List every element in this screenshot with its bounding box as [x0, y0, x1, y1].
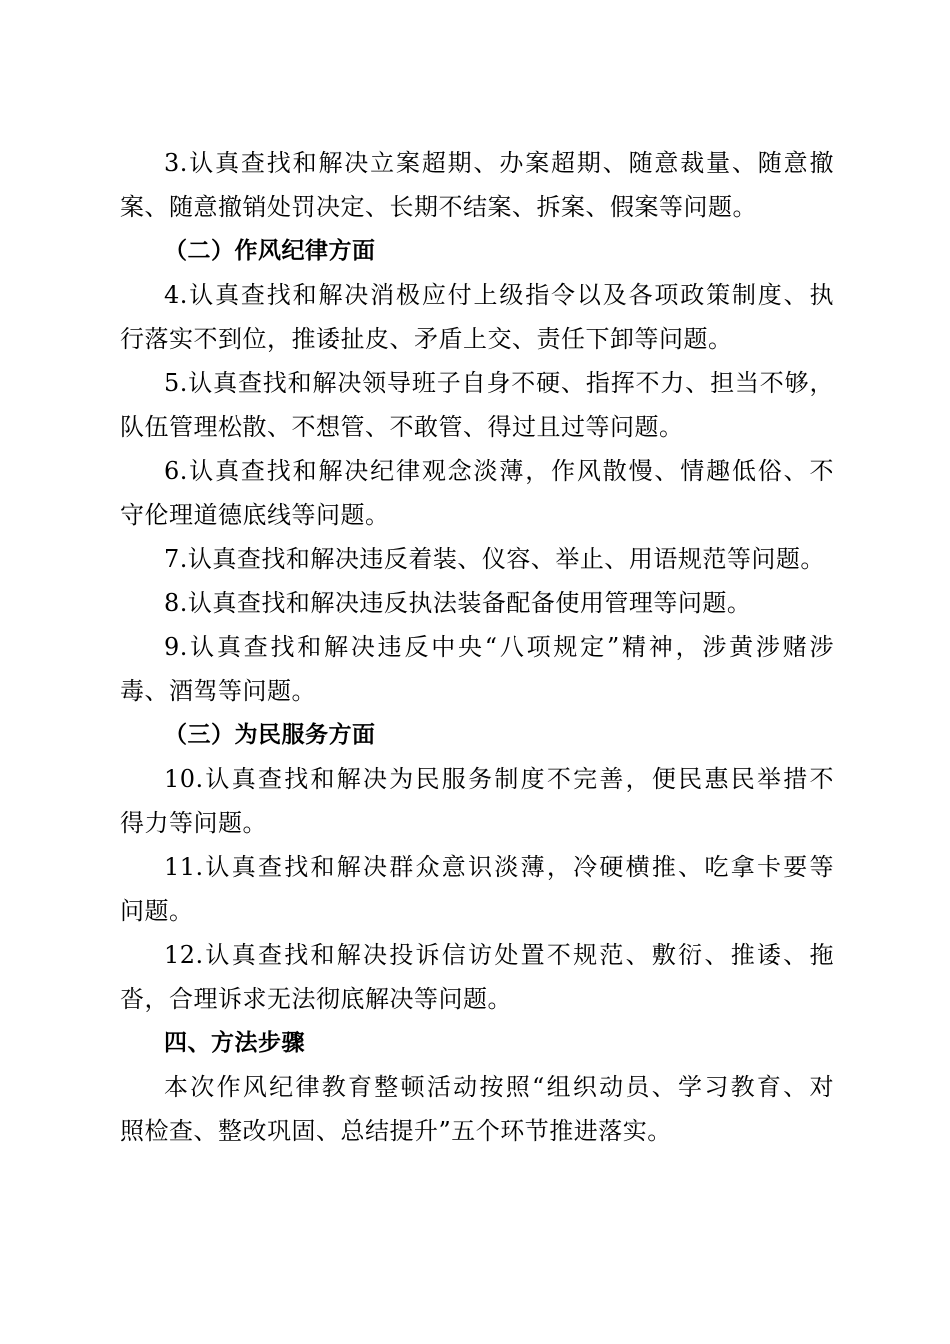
section-heading-method-steps: 四、方法步骤 — [164, 1030, 305, 1056]
method-paragraph-line-1: 本次作风纪律教育整顿活动按照“组织动员、学习教育、对 — [164, 1073, 834, 1101]
section-heading-work-discipline: （二）作风纪律方面 — [164, 238, 376, 264]
item-6-line-1: 6.认真查找和解决纪律观念淡薄，作风散慢、情趣低俗、不 — [164, 457, 834, 485]
item-5-line-1: 5.认真查找和解决领导班子自身不硬、指挥不力、担当不够， — [164, 369, 834, 397]
item-10-line-1: 10.认真查找和解决为民服务制度不完善，便民惠民举措不 — [164, 765, 834, 793]
item-12-line-2: 沓，合理诉求无法彻底解决等问题。 — [120, 985, 512, 1013]
method-paragraph-line-2: 照检查、整改巩固、总结提升”五个环节推进落实。 — [120, 1117, 672, 1145]
item-9-line-1: 9.认真查找和解决违反中央“八项规定”精神，涉黄涉赌涉 — [164, 633, 834, 661]
item-9-line-2: 毒、酒驾等问题。 — [120, 677, 316, 705]
item-8-line-1: 8.认真查找和解决违反执法装备配备使用管理等问题。 — [164, 589, 752, 617]
item-3-line-1: 3.认真查找和解决立案超期、办案超期、随意裁量、随意撤 — [164, 149, 834, 177]
item-3-line-2: 案、随意撤销处罚决定、长期不结案、拆案、假案等问题。 — [120, 193, 757, 221]
document-page — [120, 141, 834, 1153]
item-10-line-2: 得力等问题。 — [120, 809, 267, 837]
section-heading-public-service: （三）为民服务方面 — [164, 722, 376, 748]
item-4-line-1: 4.认真查找和解决消极应付上级指令以及各项政策制度、执 — [164, 281, 834, 309]
item-11-line-1: 11.认真查找和解决群众意识淡薄，冷硬横推、吃拿卡要等 — [164, 853, 834, 881]
item-5-line-2: 队伍管理松散、不想管、不敢管、得过且过等问题。 — [120, 413, 684, 441]
item-11-line-2: 问题。 — [120, 897, 194, 925]
item-4-line-2: 行落实不到位，推诿扯皮、矛盾上交、责任下卸等问题。 — [120, 325, 733, 353]
item-6-line-2: 守伦理道德底线等问题。 — [120, 501, 390, 529]
item-7-line-1: 7.认真查找和解决违反着装、仪容、举止、用语规范等问题。 — [164, 545, 825, 573]
item-12-line-1: 12.认真查找和解决投诉信访处置不规范、敷衍、推诿、拖 — [164, 941, 834, 969]
